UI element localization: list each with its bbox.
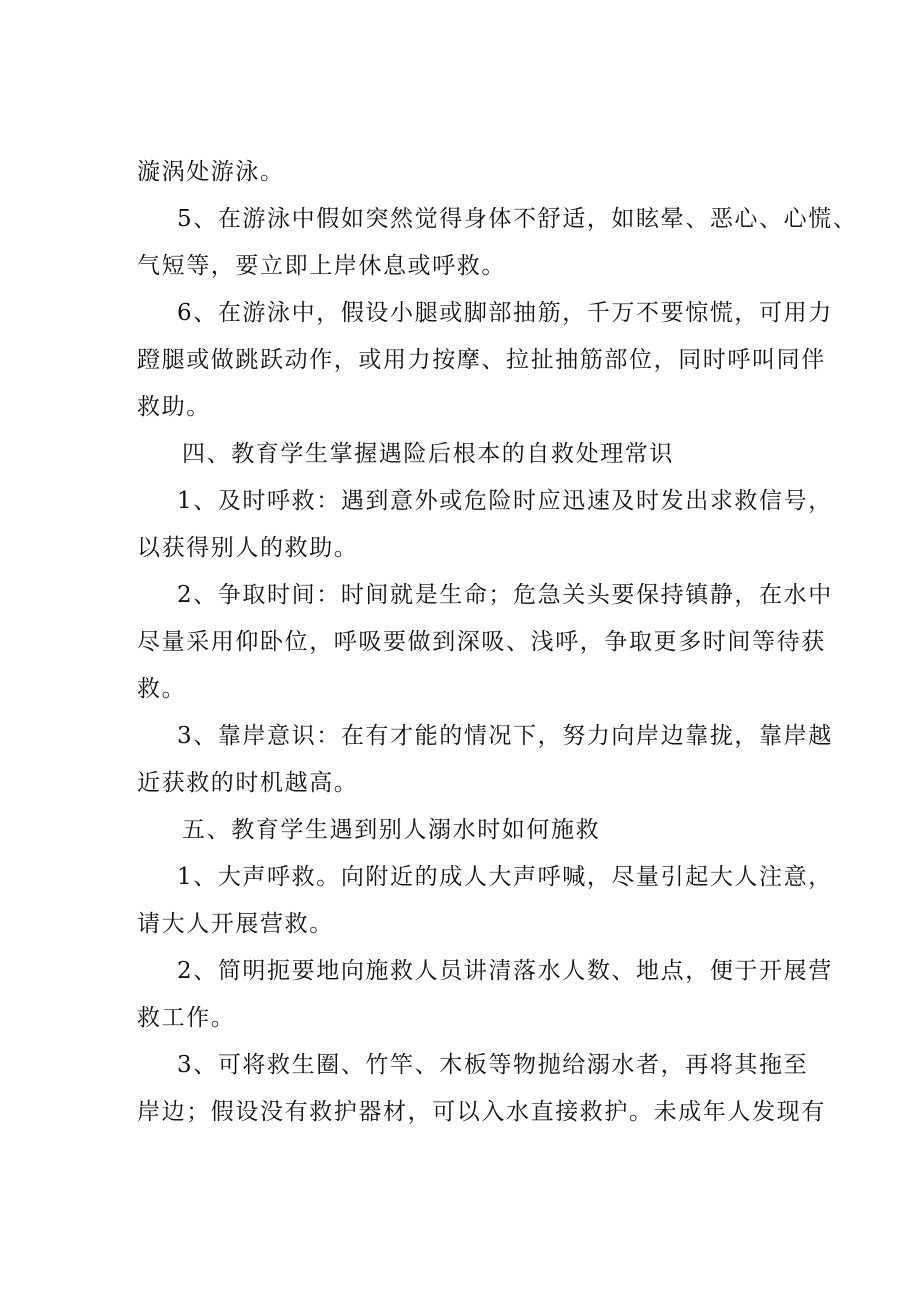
section5-item-3-line-1: 3、可将救生圈、竹竿、木板等物抛给溺水者，再将其拖至 [177,1052,809,1078]
section4-item-1-line-2: 以获得别人的救助。 [137,535,359,561]
item-6-line-2: 蹬腿或做跳跃动作，或用力按摩、拉扯抽筋部位，同时呼叫同伴 [137,347,826,373]
section4-item-2-line-2: 尽量采用仰卧位，呼吸要做到深吸、浅呼，争取更多时间等待获 [137,629,826,655]
section-heading-5: 五、教育学生遇到别人溺水时如何施救 [182,817,601,843]
section5-item-2-line-2: 救工作。 [137,1005,236,1031]
section5-item-3-line-2: 岸边；假设没有救护器材，可以入水直接救护。未成年人发现有 [137,1099,826,1125]
item-6-line-3: 救助。 [137,394,211,420]
section-heading-4: 四、教育学生掌握遇险后根本的自救处理常识 [182,441,674,467]
section5-item-2-line-1: 2、简明扼要地向施救人员讲清落水人数、地点，便于开展营 [177,958,833,984]
item-5-line-1: 5、在游泳中假如突然觉得身体不舒适，如眩晕、恶心、心慌、 [177,206,858,232]
section4-item-2-line-1: 2、争取时间：时间就是生命；危急关头要保持镇静，在水中 [177,582,833,608]
section4-item-1-line-1: 1、及时呼救：遇到意外或危险时应迅速及时发出求救信号， [177,488,833,514]
item-6-line-1: 6、在游泳中，假设小腿或脚部抽筋，千万不要惊慌，可用力 [177,300,833,326]
section5-item-1-line-1: 1、大声呼救。向附近的成人大声呼喊，尽量引起大人注意， [177,864,833,890]
section5-item-1-line-2: 请大人开展营救。 [137,911,334,937]
section4-item-2-line-3: 救。 [137,676,187,702]
section4-item-3-line-1: 3、靠岸意识：在有才能的情况下，努力向岸边靠拢，靠岸越 [177,723,833,749]
item-5-line-2: 气短等，要立即上岸休息或呼救。 [137,253,506,279]
section4-item-3-line-2: 近获救的时机越高。 [137,770,359,796]
paragraph-line: 漩涡处游泳。 [137,159,285,185]
